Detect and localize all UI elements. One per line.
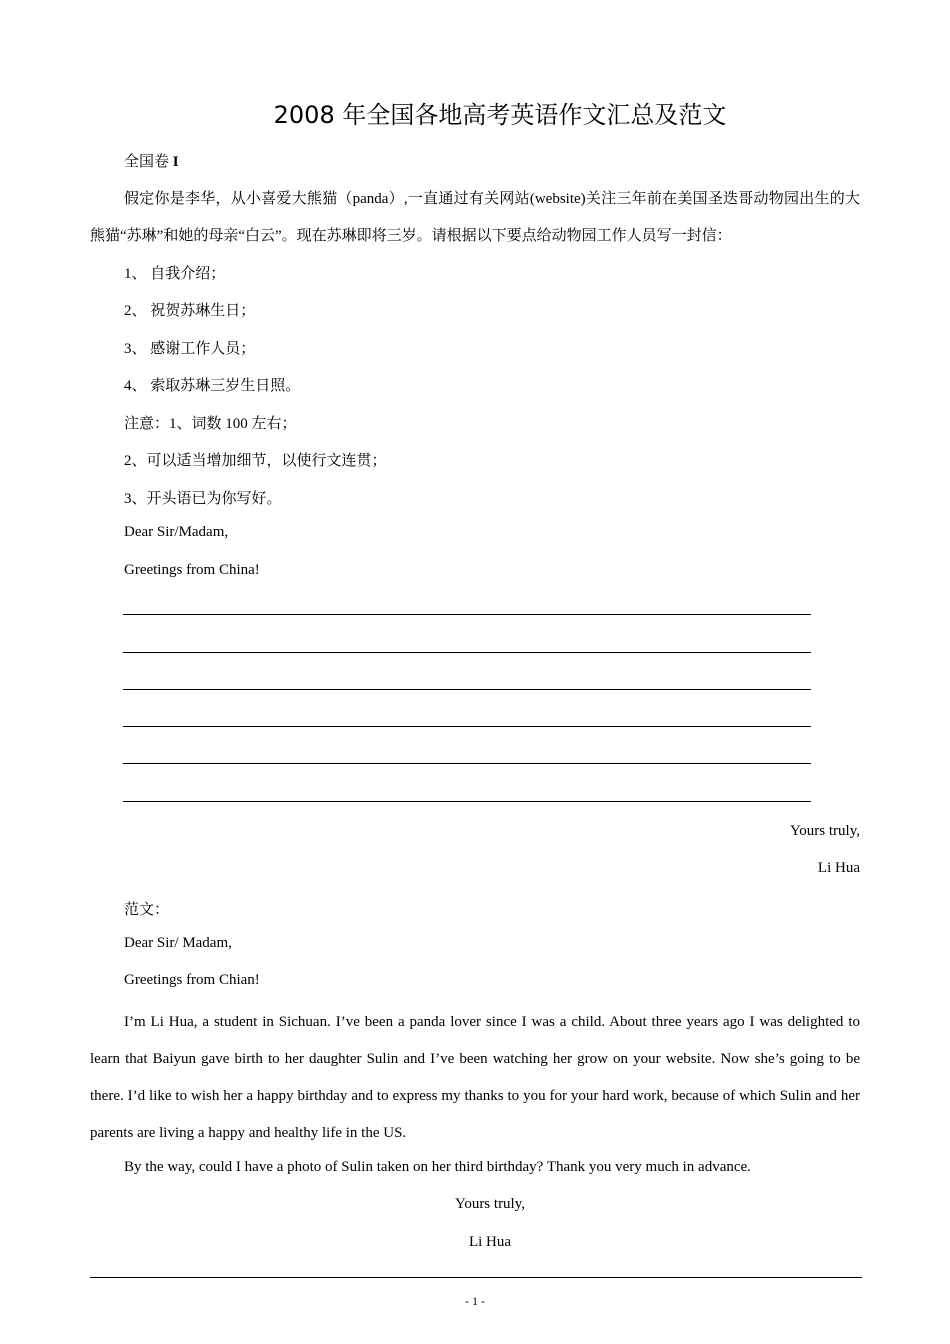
answer-line: [123, 652, 811, 653]
point-2: 2、 祝贺苏琳生日；: [124, 303, 256, 319]
sample-signature: Li Hua: [468, 1234, 512, 1250]
page-number: - 1 -: [465, 1294, 485, 1308]
letter-signature: Li Hua: [817, 860, 860, 876]
point-3: 3、 感谢工作人员；: [124, 341, 256, 357]
section-label: 全国卷 I: [124, 154, 179, 170]
letter-greeting: Greetings from China!: [124, 562, 260, 578]
page-title: 2008 年全国各地高考英语作文汇总及范文: [273, 101, 727, 129]
note-3: 3、开头语已为你写好。: [124, 491, 282, 507]
letter-salutation: Dear Sir/Madam,: [124, 524, 229, 540]
sample-closing: Yours truly,: [454, 1196, 526, 1212]
footer-rule: [90, 1277, 862, 1278]
sample-salutation: Dear Sir/ Madam,: [124, 935, 232, 951]
letter-closing: Yours truly,: [789, 823, 860, 839]
answer-line: [123, 614, 811, 615]
sample-paragraph-2: By the way, could I have a photo of Sulin taken on her third birthday? Thank you very much in advance.: [124, 1159, 751, 1175]
answer-line: [123, 726, 811, 727]
point-4: 4、 索取苏琳三岁生日照。: [124, 378, 301, 394]
note-1: 注意：1、词数 100 左右；: [124, 416, 297, 432]
note-2: 2、可以适当增加细节，以使行文连贯；: [124, 453, 387, 469]
sample-body: I’m Li Hua, a student in Sichuan. I’ve been a panda lover since I was a child. About three years ago I was delighted to learn that Baiyun gave birth to her daughter Sulin and I’ve been watching her grow on your website. Now she’s going to be there. I’d like to wish her a happy birthday and to express my thanks to you for your hard work, because of which Sulin and her parents are living a happy and healthy life in the US.: [90, 1014, 860, 1141]
answer-line: [123, 763, 811, 764]
answer-line: [123, 689, 811, 690]
sample-greeting: Greetings from Chian!: [124, 972, 260, 988]
point-1: 1、 自我介绍；: [124, 266, 226, 282]
prompt-paragraph: 假定你是李华，从小喜爱大熊猫（panda）,一直通过有关网站(website)关注三年前在美国圣迭哥动物园出生的大熊猫“苏琳”和她的母亲“白云”。现在苏琳即将三岁。请根据以下要点给动物园工作人员写一封信：: [90, 191, 860, 244]
answer-line: [123, 801, 811, 802]
sample-label: 范文：: [124, 902, 170, 918]
